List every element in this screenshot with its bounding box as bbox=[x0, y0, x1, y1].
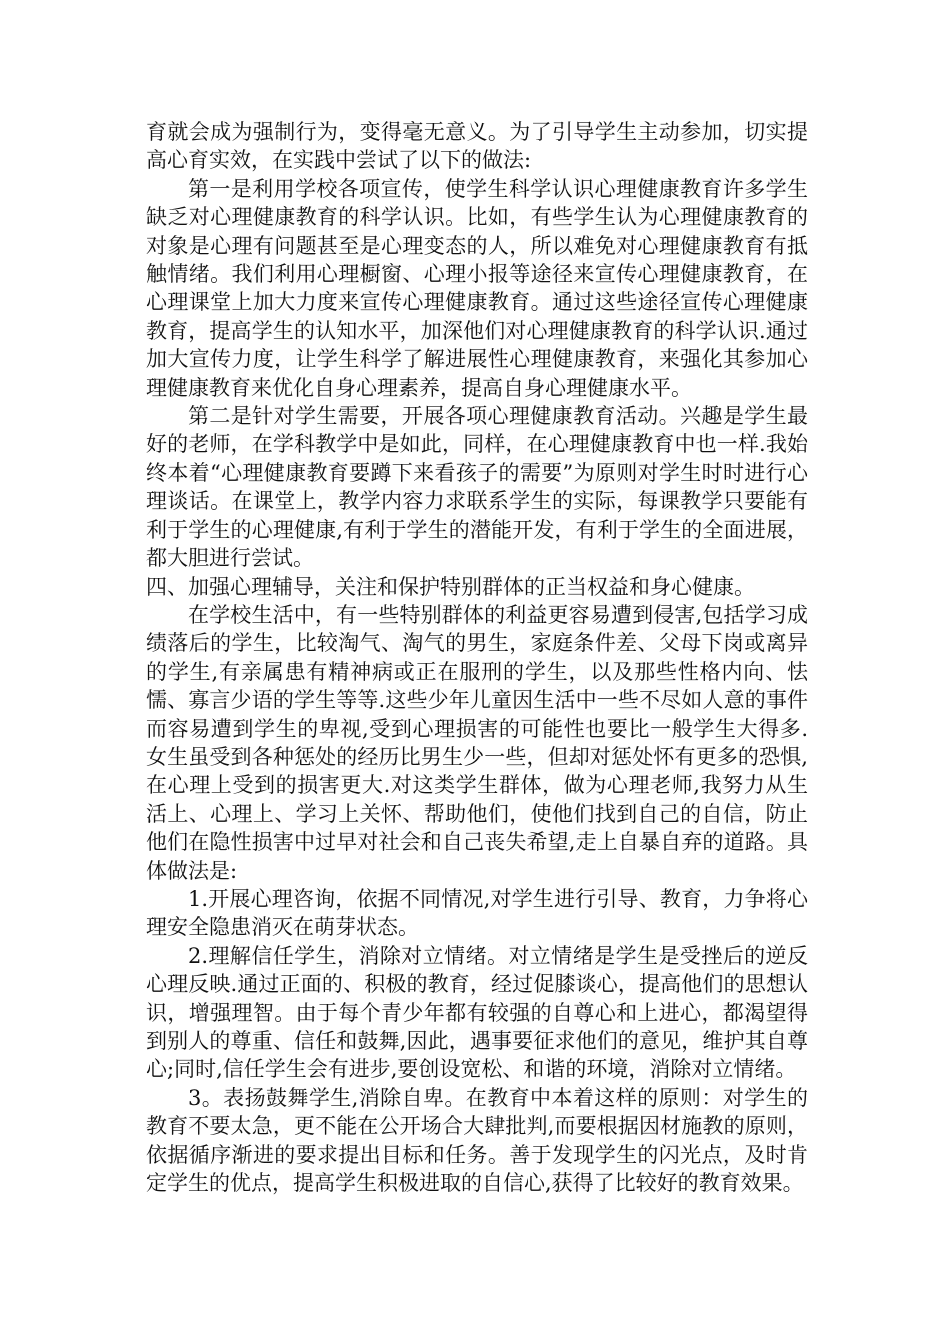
section-heading-4: 四、加强心理辅导，关注和保护特别群体的正当权益和身心健康。 bbox=[146, 574, 755, 599]
paragraph-item-1: 1.开展心理咨询，依据不同情况,对学生进行引导、教育，力争将心理安全隐患消灭在萌芽状态。 bbox=[146, 886, 808, 940]
paragraph-item-3: 3。表扬鼓舞学生,消除自卑。在教育中本着这样的原则：对学生的教育不要太急，更不能在公开场合大肆批判,而要根据因材施教的原则，依据循序渐进的要求提出目标和任务。善于发现学生的闪光点，及时肯定学生的优点，提高学生积极进取的自信心,获得了比较好的教育效果。 bbox=[146, 1085, 808, 1196]
paragraph-special-groups: 在学校生活中，有一些特别群体的利益更容易遭到侵害,包括学习成绩落后的学生，比较淘气、淘气的男生，家庭条件差、父母下岗或离异的学生,有亲属患有精神病或正在服刑的学生，以及那些性格内向、怯懦、寡言少语的学生等等.这些少年儿童因生活中一些不尽如人意的事件而容易遭到学生的卑视,受到心理损害的可能性也要比一般学生大得多.女生虽受到各种惩处的经历比男生少一些，但却对惩处怀有更多的恐惧,在心理上受到的损害更大.对这类学生群体，做为心理老师,我努力从生活上、心理上、学习上关怀、帮助他们，使他们找到自己的自信，防止他们在隐性损害中过早对社会和自己丧失希望,走上自暴自弃的道路。具体做法是: bbox=[146, 602, 808, 883]
paragraph-activities: 第二是针对学生需要，开展各项心理健康教育活动。兴趣是学生最好的老师，在学科教学中是如此，同样，在心理健康教育中也一样.我始终本着“心理健康教育要蹲下来看孩子的需要”为原则对学生时时进行心理谈话。在课堂上，教学内容力求联系学生的实际，每课教学只要能有利于学生的心理健康,有利于学生的潜能开发，有利于学生的全面进展，都大胆进行尝试。 bbox=[146, 404, 808, 571]
paragraph-continuation: 育就会成为强制行为，变得毫无意义。为了引导学生主动参加，切实提高心育实效，在实践中尝试了以下的做法: bbox=[146, 120, 808, 173]
document-page bbox=[146, 118, 808, 1197]
paragraph-publicity: 第一是利用学校各项宣传，使学生科学认识心理健康教育许多学生缺乏对心理健康教育的科学认识。比如，有些学生认为心理健康教育的对象是心理有问题甚至是心理变态的人，所以难免对心理健康教育有抵触情绪。我们利用心理橱窗、心理小报等途径来宣传心理健康教育，在心理课堂上加大力度来宣传心理健康教育。通过这些途径宣传心理健康教育，提高学生的认知水平，加深他们对心理健康教育的科学认识.通过加大宣传力度，让学生科学了解进展性心理健康教育，来强化其参加心理健康教育来优化自身心理素养，提高自身心理健康水平。 bbox=[146, 176, 808, 400]
paragraph-item-2: 2.理解信任学生，消除对立情绪。对立情绪是学生是受挫后的逆反心理反映.通过正面的、积极的教育，经过促膝谈心，提高他们的思想认识，增强理智。由于每个青少年都有较强的自尊心和上进心，都渴望得到别人的尊重、信任和鼓舞,因此，遇事要征求他们的意见，维护其自尊心;同时,信任学生会有进步,要创设宽松、和谐的环境，消除对立情绪。 bbox=[146, 943, 808, 1082]
